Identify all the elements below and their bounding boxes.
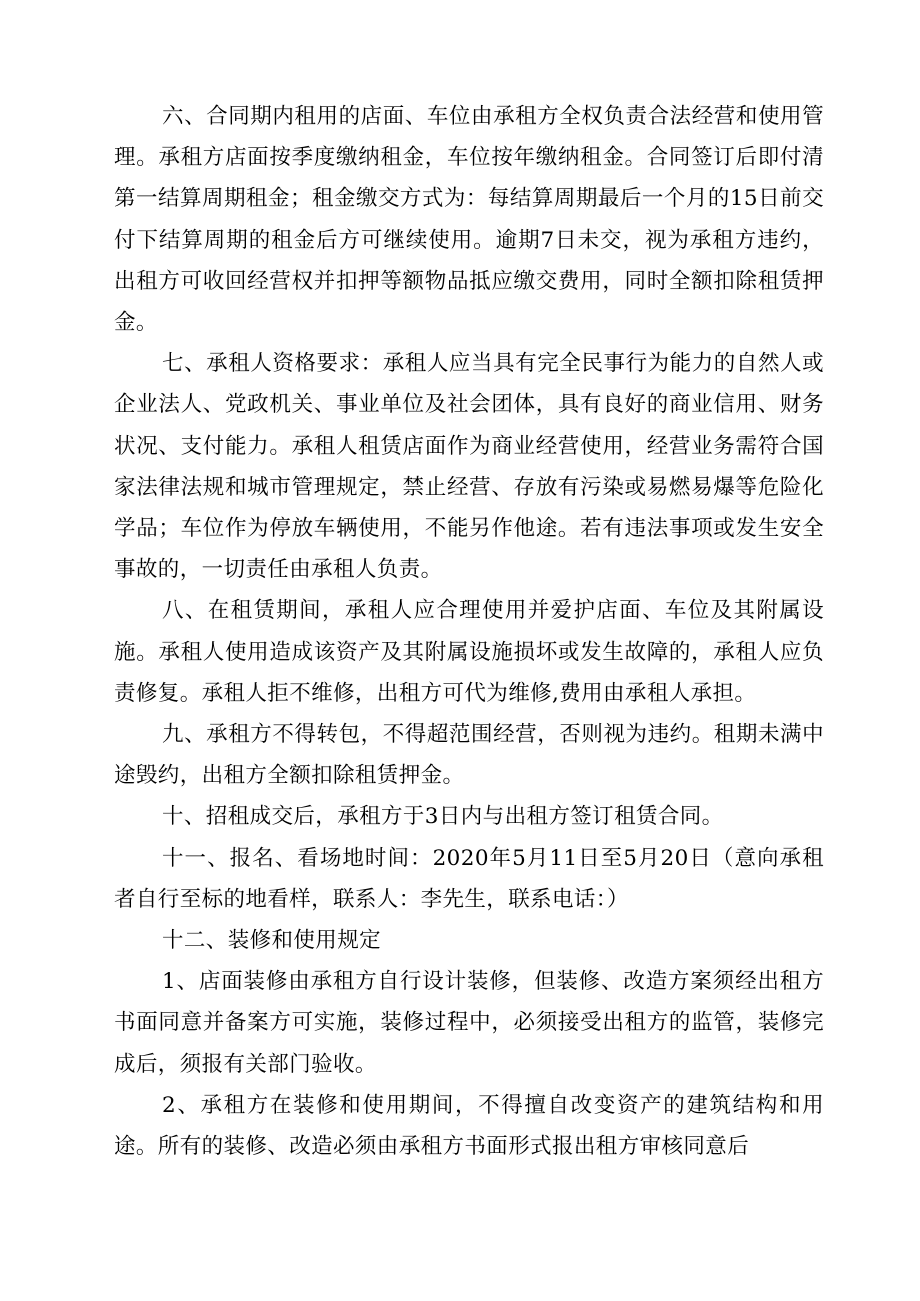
clause-11-paragraph: 十一、报名、看场地时间：2020年5月11日至5月20日（意向承租者自行至标的地看样，联系人：李先生，联系电话：） [114, 845, 824, 912]
clause-12-item-2: 2、承租方在装修和使用期间，不得擅自改变资产的建筑结构和用途。所有的装修、改造必须由承租方书面形式报出租方审核同意后 [114, 1092, 824, 1160]
clause-7-paragraph: 七、承租人资格要求：承租人应当具有完全民事行为能力的自然人或企业法人、党政机关、事业单位及社会团体，具有良好的商业信用、财务状况、支付能力。承租人租赁店面作为商业经营使用，经营业务需符合国家法律法规和城市管理规定，禁止经营、存放有污染或易燃易爆等危险化学品；车位作为停放车辆使用，不能另作他途。若有违法事项或发生安全事故的，一切责任由承租人负责。 [114, 351, 824, 583]
clause-12-heading: 十二、装修和使用规定 [162, 928, 382, 954]
clause-6-paragraph: 六、合同期内租用的店面、车位由承租方全权负责合法经营和使用管理。承租方店面按季度缴纳租金，车位按年缴纳租金。合同签订后即付清第一结算周期租金；租金缴交方式为：每结算周期最后一个月的15日前交付下结算周期的租金后方可继续使用。逾期7日未交，视为承租方违约，出租方可收回经营权并扣押等额物品抵应缴交费用，同时全额扣除租赁押金。 [114, 104, 824, 336]
clause-8-paragraph: 八、在租赁期间，承租人应合理使用并爱护店面、车位及其附属设施。承租人使用造成该资产及其附属设施损坏或发生故障的，承租人应负责修复。承租人拒不维修，出租方可代为维修,费用由承租人承担。 [114, 598, 824, 706]
document-page [114, 96, 824, 1167]
clause-10-paragraph: 十、招租成交后，承租方于3日内与出租方签订租赁合同。 [162, 804, 724, 830]
clause-12-item-1: 1、店面装修由承租方自行设计装修，但装修、改造方案须经出租方书面同意并备案方可实施，装修过程中，必须接受出租方的监管，装修完成后，须报有关部门验收。 [114, 969, 824, 1077]
clause-9-paragraph: 九、承租方不得转包，不得超范围经营，否则视为违约。租期未满中途毁约，出租方全额扣除租赁押金。 [114, 722, 824, 789]
